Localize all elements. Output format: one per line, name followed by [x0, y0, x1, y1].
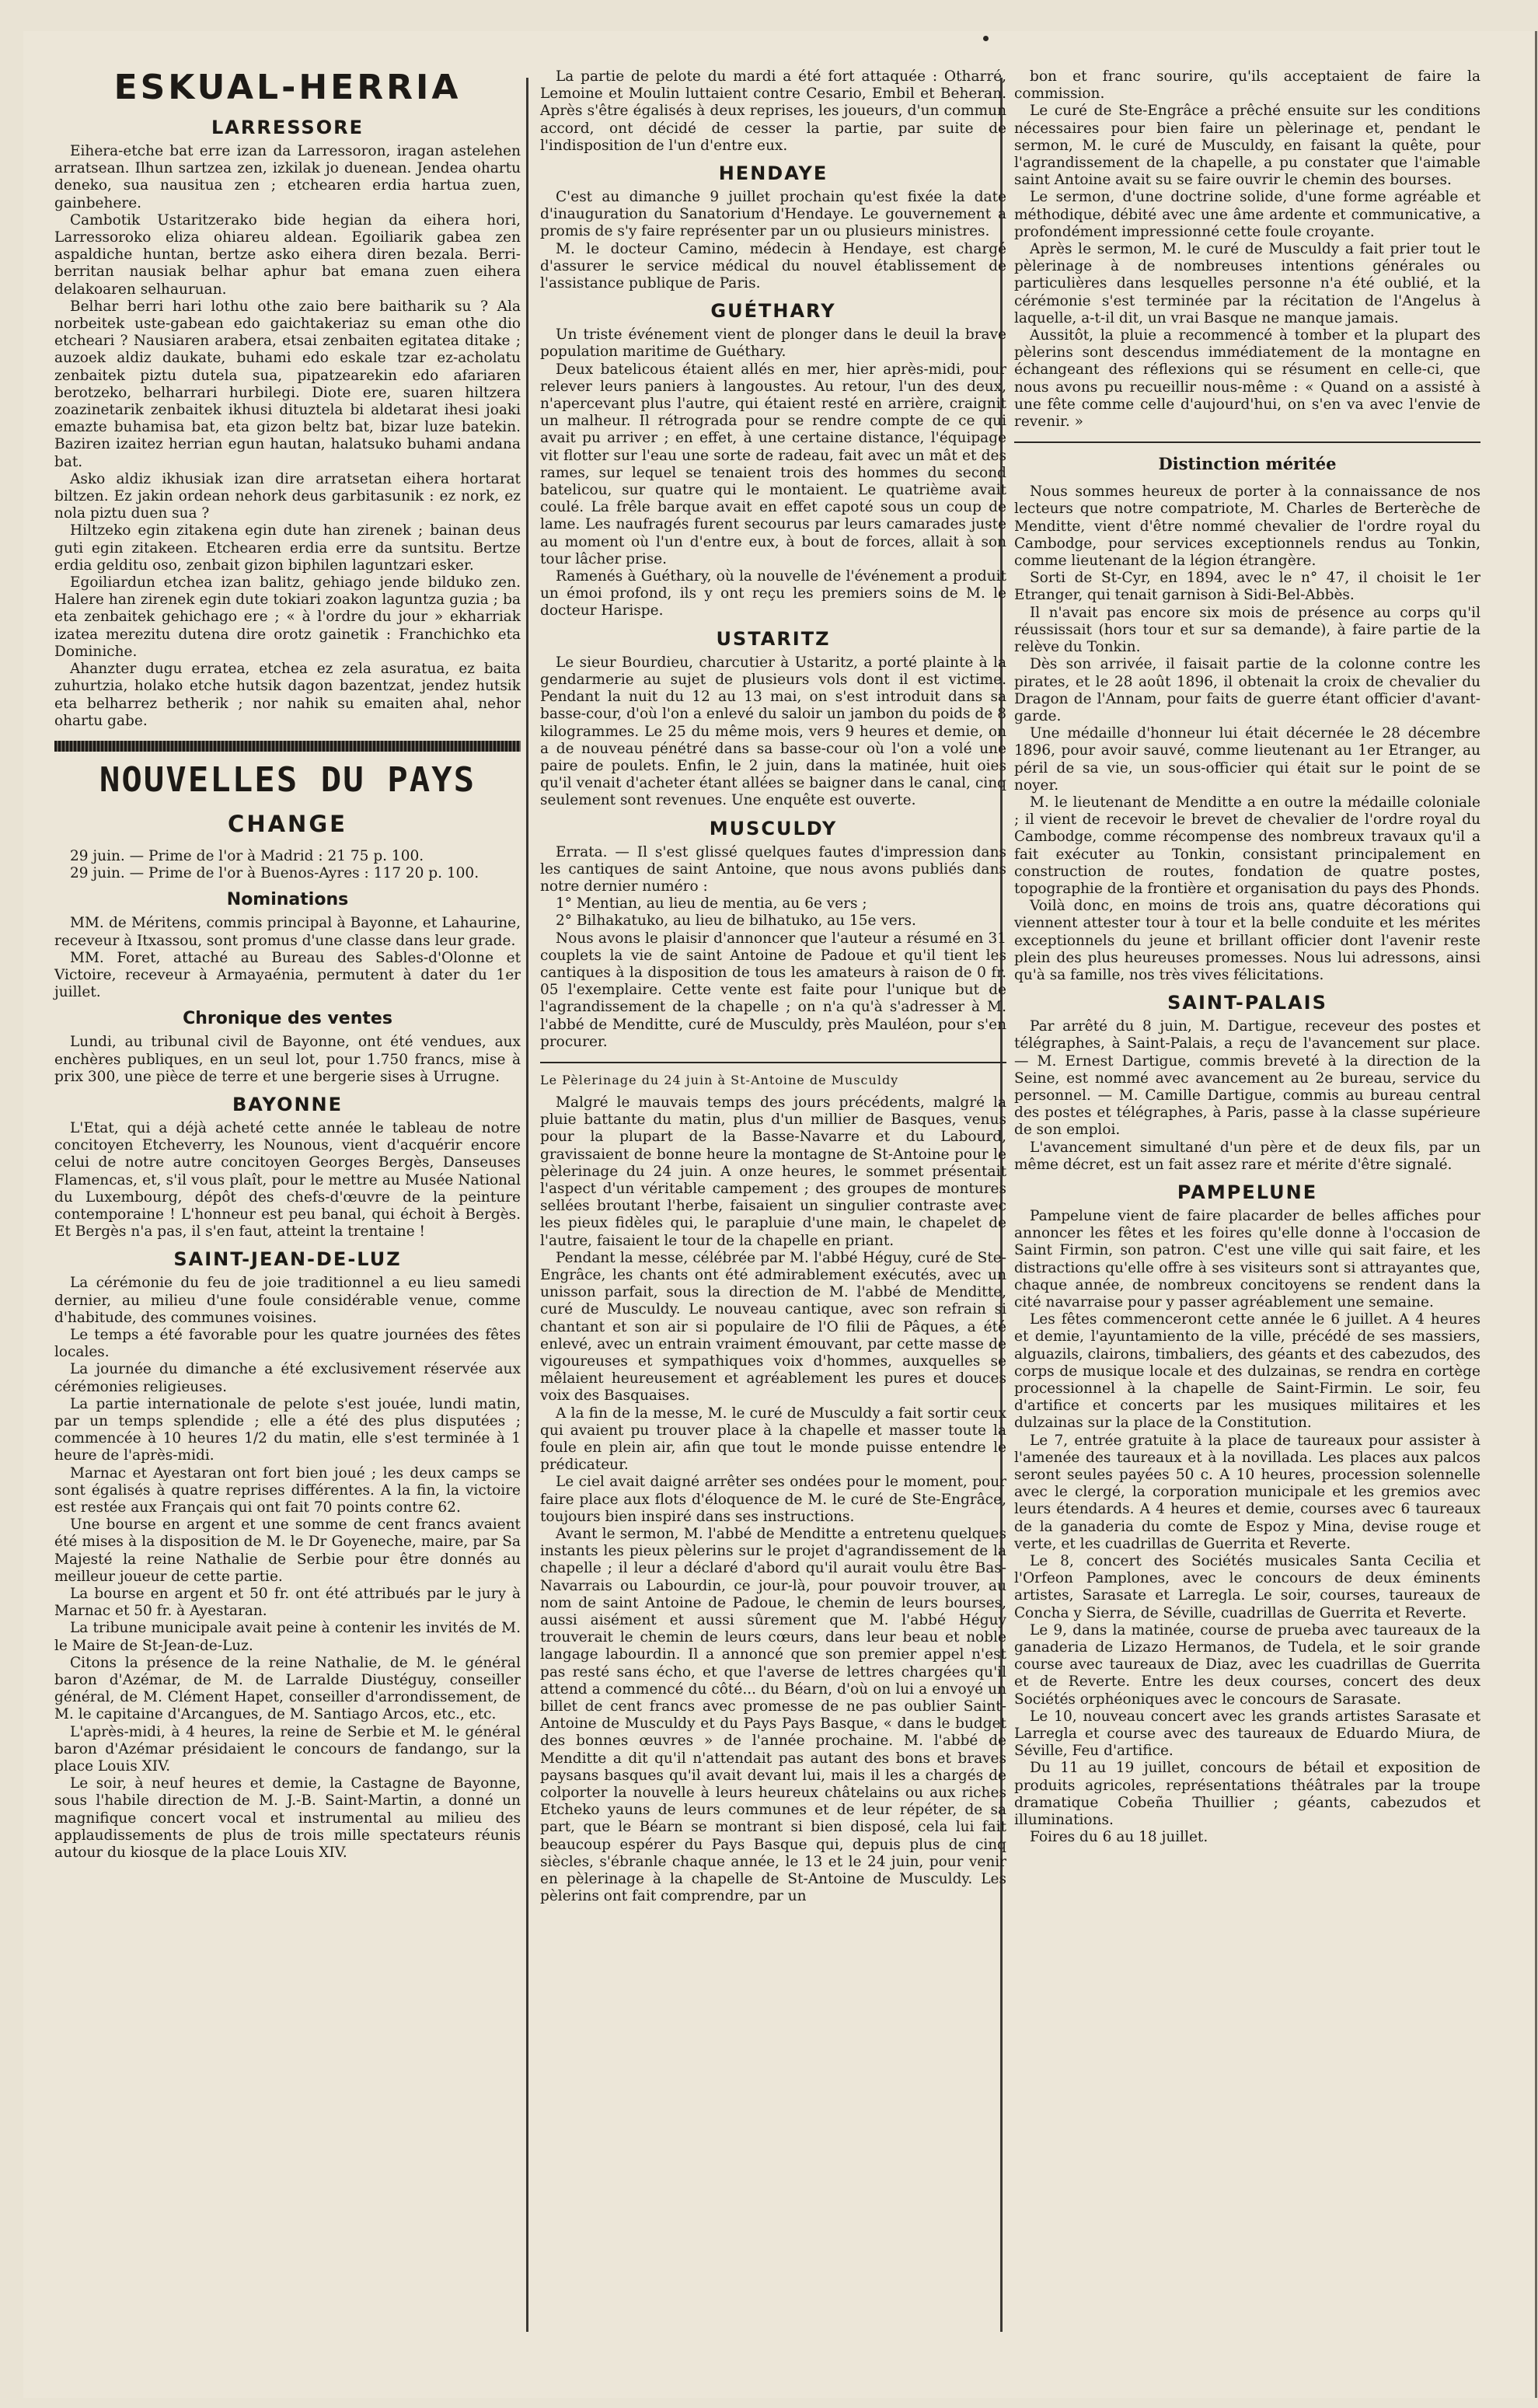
article-paragraph: Le 8, concert des Sociétés musicales Santa Cecilia et l'Orfeon Pamplones, avec le concours de deux éminents artistes, Sarasate et Larregla. Le soir, courses, taureaux de Concha y Sierra, de Séville, cuadrillas de Guerrita et Reverte.	[1014, 1553, 1480, 1621]
article-paragraph: Une bourse en argent et une somme de cent francs avaient été mises à la disposition de M. le Dr Goyeneche, maire, par Sa Majesté la reine Nathalie de Serbie pour être donnés au meilleur joueur de cette partie.	[54, 1516, 521, 1585]
article-paragraph: Voilà donc, en moins de trois ans, quatre décorations qui viennent attester tour à tour et la belle conduite et les mérites exceptionnels du jeune et brillant officier dont l'avenir reste plein des plus heureuses promesses. Nous lui adressons, ainsi qu'à sa famille, nos très vives félicitations.	[1014, 898, 1480, 983]
section-heading: PAMPELUNE	[1177, 1181, 1318, 1203]
article-paragraph: Citons la présence de la reine Nathalie, de M. le général baron d'Azémar, de M. de Larralde Diustéguy, conseiller général, de M. Clément Hapet, conseiller d'arrondissement, de M. le capitaine d'Arcangues, de M. Santiago Arcos, etc., etc.	[54, 1654, 521, 1723]
article-paragraph: Nous sommes heureux de porter à la connaissance de nos lecteurs que notre compatriote, M. Charles de Berterèche de Menditte, vient d'être nommé chevalier de l'ordre royal du Cambodge, pour services exceptionnels rendus au Tonkin, comme lieutenant de la légion étrangère.	[1014, 483, 1480, 570]
section-heading: USTARITZ	[716, 627, 831, 650]
article-paragraph: M. le docteur Camino, médecin à Hendaye, est chargé d'assurer le service médical du nouvel établissement de l'assistance publique de Paris.	[540, 240, 1006, 292]
article-paragraph: La tribune municipale avait peine à contenir les invités de M. le Maire de St-Jean-de-Luz.	[54, 1620, 521, 1654]
article-paragraph: A la fin de la messe, M. le curé de Musculdy a fait sortir ceux qui avaient pu trouver place à la chapelle et masser toute la foule en plein air, afin que tout le monde puisse entendre le prédicateur.	[540, 1405, 1006, 1474]
article-paragraph: Après le sermon, M. le curé de Musculdy a fait prier tout le pèlerinage à de nombreuses intentions générales ou particulières dans lesquelles personne n'a été oublié, et la cérémonie s'est terminée par la récitation de l'Angelus à laquelle, a-t-il dit, un vrai Basque ne manque jamais.	[1014, 241, 1480, 326]
article-paragraph: Avant le sermon, M. l'abbé de Menditte a entretenu quelques instants les pieux pèlerins sur le projet d'agrandissement de la chapelle ; il leur a déclaré d'abord qu'il aurait voulu être Bas-Navarrais ou Labourdin, ce jour-là, pour pouvoir trouver, au nom de saint Antoine de Padoue, le chemin de leurs bourses, aussi aisément et aussi sûrement que M. l'abbé Héguy trouverait le chemin de leurs cœurs, dans leur beau et noble langage labourdin. Il a annoncé que son premier appel n'est pas resté sans écho, et que l'averse de lettres chargées qu'il attend a commencé du côté... du Béarn, d'où on lui a envoyé un billet de cent francs avec promesse de ne pas oublier Saint-Antoine de Musculdy et du Pays Pays Basque, « dans le budget des bonnes œuvres » de l'année prochaine. M. l'abbé de Menditte a dit qu'il n'attendait pas autant des bons et braves paysans basques qu'il avait devant lui, mais il les a chargés de colporter la nouvelle à leurs heureux châtelains ou aux riches Etcheko yauns de leurs communes et de leur répéter, de sa part, que le Béarn se montrant si bien disposé, cela lui fait beaucoup espérer du Pays Basque qui, depuis plus de cinq siècles, s'ébranle chaque année, le 13 et le 24 juin, pour venir en pèlerinage à la chapelle de St-Antoine de Musculdy. Les pèlerins ont fait comprendre, par un	[540, 1526, 1006, 1905]
article-paragraph: La partie internationale de pelote s'est jouée, lundi matin, par un temps splendide ; elle a été des plus disputées ; commencée à 10 heures 1/2 du matin, elle s'est terminée à 1 heure de l'après-midi.	[54, 1395, 521, 1464]
article-paragraph: Le soir, à neuf heures et demie, la Castagne de Bayonne, sous l'habile direction de M. J.-B. Saint-Martin, a donné un magnifique concert vocal et instrumental au milieu des applaudissements de plus de trois mille spectateurs réunis autour du kiosque de la place Louis XIV.	[54, 1775, 521, 1862]
section-heading: Distinction méritée	[1158, 454, 1337, 474]
article-paragraph: Ramenés à Guéthary, où la nouvelle de l'événement a produit un émoi profond, ils y ont reçu les premiers soins de M. le docteur Harispe.	[540, 568, 1006, 619]
section-heading: SAINT-JEAN-DE-LUZ	[173, 1248, 402, 1271]
article-paragraph: 29 juin. — Prime de l'or à Madrid : 21 75 p. 100.	[70, 847, 424, 864]
article-paragraph: Marnac et Ayestaran ont fort bien joué ; les deux camps se sont égalisés à quatre reprises différentes. A la fin, la victoire est restée aux Français qui ont fait 70 points contre 62.	[54, 1464, 521, 1516]
section-title: NOUVELLES DU PAYS	[99, 759, 476, 800]
article-paragraph: Le sermon, d'une doctrine solide, d'une forme agréable et méthodique, débité avec une âme ardente et communicative, a profondément impressionné cette foule croyante.	[1014, 189, 1480, 240]
article-paragraph: Le temps a été favorable pour les quatre journées des fêtes locales.	[54, 1326, 521, 1361]
article-paragraph: Le 10, nouveau concert avec les grands artistes Sarasate et Larregla et course avec des taureaux de Eduardo Miura, de Séville, Feu d'artifice.	[1014, 1708, 1480, 1760]
article-paragraph: Il n'avait pas encore six mois de présence au corps qu'il réussissait (hors tour et sur sa demande), à faire partie de la relève du Tonkin.	[1014, 604, 1480, 656]
article-paragraph: La bourse en argent et 50 fr. ont été attribués par le jury à Marnac et 50 fr. à Ayestaran.	[54, 1586, 521, 1620]
article-paragraph: MM. de Méritens, commis principal à Bayonne, et Lahaurine, receveur à Itxassou, sont promus d'une classe dans leur grade.	[54, 915, 521, 949]
section-heading: Chronique des ventes	[183, 1009, 392, 1029]
article-paragraph: Sorti de St-Cyr, en 1894, avec le n° 47, il choisit le 1er Etranger, qui tenait garnison à Sidi-Bel-Abbès.	[1014, 570, 1480, 604]
article-paragraph: Belhar berri hari lothu othe zaio bere baitharik su ? Ala norbeitek uste-gabean edo gaichtakeriaz su eman othe dio etcheari ? Nausiaren arabera, etsai zenbaiten egitatea ditake ; auzoek aldiz daukate, buhami edo eskale tzar ez-acholatu zenbaitek piztu dutela sua, pipatzearekin edo afariaren berotzeko, belharrari hurbilegi. Diote ere, suaren hiltzera zoazinetarik zenbaitek ikhusi dituztela bi aldetarat ihesi joaki emazte buhamisa bat, eta gizon beltz bat, bizar luze batekin. Baziren izaitez herrian egun hautan, halatsuko buhami andana bat.	[54, 298, 521, 470]
article-paragraph: Pendant la messe, célébrée par M. l'abbé Héguy, curé de Ste-Engrâce, les chants ont été admirablement exécutés, avec un unisson parfait, sous la direction de M. l'abbé de Menditte, curé de Musculdy. Le nouveau cantique, avec son refrain si chantant et son air si populaire de l'O filii de Pâques, a été enlevé, avec un entrain vraiment émouvant, par cette masse de vigoureuses et sympathiques voix d'hommes, auxquelles se mêlaient heureusement et agréablement les pures et douces voix des Basquaises.	[540, 1249, 1006, 1405]
article-paragraph: bon et franc sourire, qu'ils acceptaient de faire la commission.	[1014, 68, 1480, 103]
section-heading: LARRESSORE	[211, 117, 364, 138]
page-dot	[983, 36, 989, 41]
article-paragraph: Le sieur Bourdieu, charcutier à Ustaritz, a porté plainte à la gendarmerie au sujet de plusieurs vols dont il est victime. Pendant la nuit du 12 au 13 mai, on s'est introduit dans sa basse-cour, d'où l'on a enlevé du saloir un jambon du poids de 8 kilogrammes. Le 25 du même mois, vers 9 heures et demie, on a de nouveau pénétré dans sa basse-cour où l'on a volé une paire de poulets. Enfin, le 2 juin, dans la matinée, huit oies qu'il venait d'acheter étant allées se baigner dans le canal, cinq seulement sont revenues. Une enquête est ouverte.	[540, 654, 1006, 809]
masthead: ESKUAL-HERRIA	[113, 68, 462, 107]
column-2	[540, 68, 1006, 1906]
article-paragraph: Foires du 6 au 18 juillet.	[1030, 1829, 1208, 1846]
article-paragraph: La journée du dimanche a été exclusivement réservée aux cérémonies religieuses.	[54, 1361, 521, 1395]
article-paragraph: Le 9, dans la matinée, course de prueba avec taureaux de la ganaderia de Lizazo Hermanos, de Tudela, et le soir grande course avec taureaux de Diaz, avec les cuadrillas de Guerrita et de Reverte. Entre les deux courses, concert des deux Sociétés orphéoniques avec le concours de Sarasate.	[1014, 1621, 1480, 1708]
article-paragraph: 29 juin. — Prime de l'or à Buenos-Ayres : 117 20 p. 100.	[70, 865, 480, 882]
article-paragraph: Egoiliardun etchea izan balitz, gehiago jende bilduko zen. Halere han zirenek egin dute tokiari zoakon laguntza guzia ; ba eta zenbaitek gehichago ere ; « à l'ordre du jour » ekharriak izatea merezitu dutena dire orotz gainetik : Franchichko eta Dominiche.	[54, 574, 521, 660]
section-heading: MUSCULDY	[709, 817, 838, 839]
article-paragraph: La partie de pelote du mardi a été fort attaquée : Otharré, Lemoine et Moulin luttaient contre Cesario, Embil et Beheran. Après s'être égalisés à deux reprises, les joueurs, d'un commun accord, ont décidé de cesser la partie, par suite de l'indisposition de l'un d'entre eux.	[540, 68, 1006, 154]
section-divider	[1014, 441, 1480, 443]
column-rule	[526, 78, 528, 2332]
article-paragraph: Les fêtes commenceront cette année le 6 juillet. A 4 heures et demie, l'ayuntamiento de la ville, précédé de ses massiers, alguazils, clairons, timbaliers, des géants et des cabezudos, des corps de musique locale et des dulzainas, se rendra en cortège processionnel à la chapelle de Saint-Firmin. Le soir, feu d'artifice et concerts par les musiques militaires et les dulzainas sur la place de la Constitution.	[1014, 1311, 1480, 1432]
article-paragraph: Asko aldiz ikhusiak izan dire arratsetan eihera hortarat biltzen. Ez jakin ordean nehork deus garbitasunik : ez nork, ez nola piztu duen sua ?	[54, 470, 521, 522]
column-1	[54, 68, 521, 1862]
article-paragraph: Le ciel avait daigné arrêter ses ondées pour le moment, pour faire place aux flots d'éloquence de M. le curé de Ste-Engrâce, toujours bien inspiré dans ses instructions.	[540, 1474, 1006, 1525]
article-paragraph: 1° Mentian, au lieu de mentia, au 6e vers ;	[556, 895, 867, 913]
article-paragraph: L'avancement simultané d'un père et de deux fils, par un même décret, est un fait assez rare et mérite d'être signalé.	[1014, 1139, 1480, 1173]
article-paragraph: La cérémonie du feu de joie traditionnel a eu lieu samedi dernier, au milieu d'une foule considérable venue, comme d'habitude, des communes voisines.	[54, 1275, 521, 1326]
section-heading: SAINT-PALAIS	[1167, 992, 1327, 1014]
article-paragraph: Du 11 au 19 juillet, concours de bétail et exposition de produits agricoles, représentations théâtrales par la troupe dramatique Cobeña Thuillier ; géants, cabezudos et illuminations.	[1014, 1760, 1480, 1829]
article-paragraph: Aussitôt, la pluie a recommencé à tomber et la plupart des pèlerins sont descendus immédiatement de la montagne en échangeant des réflexions qui se résument en celle-ci, que nous avons pu recueillir nous-même : « Quand on a assisté à une fête comme celle d'aujourd'hui, on s'en va avec l'envie de revenir. »	[1014, 327, 1480, 431]
article-paragraph: Pampelune vient de faire placarder de belles affiches pour annoncer les fêtes et les foires qu'elle donne à l'occasion de Saint Firmin, son patron. C'est une ville qui sait faire, et les distractions qu'elle offre à ses visiteurs sont si attrayantes que, chaque année, de nombreux concitoyens se rendent dans la cité navarraise pour y passer agréablement une semaine.	[1014, 1207, 1480, 1310]
article-paragraph: Malgré le mauvais temps des jours précédents, malgré la pluie battante du matin, plus d'un millier de Basques, venus pour la plupart de la Basse-Navarre et du Labourd, gravissaient de bonne heure la montagne de St-Antoine pour le pèlerinage du 24 juin. A onze heures, le sommet présentait l'aspect d'un véritable campement ; des groupes de montures sellées broutant l'herbe, faisaient un singulier contraste avec les pieux fidèles qui, le parapluie d'une main, le chapelet de l'autre, faisaient le tour de la chapelle en priant.	[540, 1094, 1006, 1249]
section-heading: GUÉTHARY	[710, 300, 836, 323]
column-3	[1014, 68, 1480, 1847]
section-divider	[540, 1062, 1006, 1063]
article-paragraph: Cambotik Ustaritzerako bide hegian da eihera hori, Larressoroko eliza ohiareu aldean. Egoiliarik gabea zen aspaldiche huntan, bertze asko eihera diren bezala. Berri-berritan nausiak belhar aphur bat emana zuen eihera delakoaren selhauruan.	[54, 211, 521, 298]
decorative-rule	[54, 741, 521, 752]
article-paragraph: Une médaille d'honneur lui était décernée le 28 décembre 1896, pour avoir sauvé, comme lieutenant au 1er Etranger, au péril de sa vie, un sous-officier qui était sur le point de se noyer.	[1014, 725, 1480, 794]
article-paragraph: M. le lieutenant de Menditte a en outre la médaille coloniale ; il vient de recevoir le brevet de chevalier de l'ordre royal du Cambodge, comme récompense des nombreux travaux qu'il a fait exécuter au Tonkin, consistant principalement en construction de routes, fondation de quatre postes, topographie de la frontière et organisation du pays des Phonds.	[1014, 794, 1480, 897]
article-paragraph: Eihera-etche bat erre izan da Larressoron, iragan astelehen arratsean. Ilhun sartzea zen, izkilak jo duenean. Jendea ohartu deneko, sua nausitua zen ; etchearen erdia hartua zuen, gainbehere.	[54, 143, 521, 211]
article-paragraph: Un triste événement vient de plonger dans le deuil la brave population maritime de Guéthary.	[540, 326, 1006, 361]
article-paragraph: Deux batelicous étaient allés en mer, hier après-midi, pour relever leurs paniers à langoustes. Au retour, l'un des deux, n'apercevant plus l'autre, qui étaient resté en arrière, craignit un malheur. Il rétrograda pour se rendre compte de ce qui avait pu arriver ; en effet, à une certaine distance, l'équipage vit flotter sur l'eau une sorte de radeau, fait avec un mât et des rames, sur lequel se tenaient trois des hommes du second batelicou, sur quatre qui le montaient. Le quatrième avait coulé. La frêle barque avait en effet capoté sous un coup de lame. Les naufragés furent secourus par leurs camarades juste au moment où l'un d'entre eux, à bout de forces, allait à son tour lâcher prise.	[540, 361, 1006, 567]
section-heading: Le Pèlerinage du 24 juin à St-Antoine de Musculdy	[540, 1072, 899, 1087]
section-heading: BAYONNE	[232, 1093, 344, 1115]
article-paragraph: Par arrêté du 8 juin, M. Dartigue, receveur des postes et télégraphes, à Saint-Palais, a reçu de l'avancement sur place. — M. Ernest Dartigue, commis breveté à la direction de la Seine, est nommé avec avancement au 2e bureau, service du personnel. — M. Camille Dartigue, commis au bureau central des postes et télégraphes, à Paris, passe à la classe supérieure de son emploi.	[1014, 1018, 1480, 1139]
article-paragraph: Dès son arrivée, il faisait partie de la colonne contre les pirates, et le 28 août 1896, il obtenait la croix de chevalier du Dragon de l'Annam, pour faits de guerre étant officier d'avant-garde.	[1014, 656, 1480, 724]
article-paragraph: 2° Bilhakatuko, au lieu de bilhatuko, au 15e vers.	[556, 913, 916, 930]
article-paragraph: L'après-midi, à 4 heures, la reine de Serbie et M. le général baron d'Azémar présidaient le concours de fandango, sur la place Louis XIV.	[54, 1723, 521, 1775]
article-paragraph: L'Etat, qui a déjà acheté cette année le tableau de notre concitoyen Etcheverry, les Nounous, vient d'acquérir encore celui de notre autre concitoyen Georges Bergès, Danseuses Flamencas, et, s'il vous plaît, pour le mettre au Musée National du Luxembourg, dépôt des chefs-d'œuvre de la peinture contemporaine ! L'honneur est peu banal, qui échoit à Bergès. Et Bergès n'a pas, il s'en faut, atteint la trentaine !	[54, 1119, 521, 1241]
article-paragraph: Hiltzeko egin zitakena egin dute han zirenek ; bainan deus guti egin zitakeen. Etchearen erdia erre da suntsitu. Bertze erdia gelditu oso, zenbait gizon biphilen laguntzari esker.	[54, 522, 521, 574]
article-paragraph: Nous avons le plaisir d'annoncer que l'auteur a résumé en 31 couplets la vie de saint Antoine de Padoue et qu'il tient les cantiques à la disposition de tous les amateurs à raison de 0 fr. 05 l'exemplaire. Cette vente est faite pour l'unique but de l'agrandissement de la chapelle ; on n'a qu'à s'adresser à M. l'abbé de Menditte, curé de Musculdy, près Mauléon, pour s'en procurer.	[540, 930, 1006, 1050]
article-paragraph: C'est au dimanche 9 juillet prochain qu'est fixée la date d'inauguration du Sanatorium d'Hendaye. Le gouvernement a promis de s'y faire représenter par un ou plusieurs ministres.	[540, 189, 1006, 240]
article-paragraph: Le 7, entrée gratuite à la place de taureaux pour assister à l'amenée des taureaux et à la novillada. Les places aux palcos seront seules payées 50 c. A 10 heures, procession solennelle avec le clergé, la corporation municipale et les gremios avec leurs étendards. A 4 heures et demie, courses avec 6 taureaux de la ganaderia du comte de Espoz y Mina, devise rouge et verte, et les cuadrillas de Guerrita et Reverte.	[1014, 1432, 1480, 1552]
section-heading: CHANGE	[228, 810, 347, 837]
newspaper-page	[23, 31, 1537, 2398]
section-heading: Nominations	[226, 890, 349, 910]
section-heading: HENDAYE	[718, 162, 828, 185]
article-paragraph: Ahanzter dugu erratea, etchea ez zela asuratua, ez baita zuhurtzia, holako etche hutsik dagon bazentzat, jendez hutsik eta belharrez betherik ; nor nahik su emaiten ahal, nehor ohartu gabe.	[54, 661, 521, 729]
article-paragraph: Lundi, au tribunal civil de Bayonne, ont été vendues, aux enchères publiques, en un seul lot, pour 1.750 francs, mise à prix 300, une pièce de terre et une bergerie sises à Urrugne.	[54, 1034, 521, 1085]
article-paragraph: MM. Foret, attaché au Bureau des Sables-d'Olonne et Victoire, receveur à Armayaénia, permutent à dater du 1er juillet.	[54, 949, 521, 1001]
article-paragraph: Errata. — Il s'est glissé quelques fautes d'impression dans les cantiques de saint Antoine, que nous avons publiés dans notre dernier numéro :	[540, 843, 1006, 895]
article-paragraph: Le curé de Ste-Engrâce a prêché ensuite sur les conditions nécessaires pour bien faire un pèlerinage et, pendant le sermon, M. le curé de Musculdy, en faisant la quête, pour l'agrandissement de la chapelle, a pu constater que l'aimable saint Antoine avait su se faire ouvrir le chemin des bourses.	[1014, 103, 1480, 189]
